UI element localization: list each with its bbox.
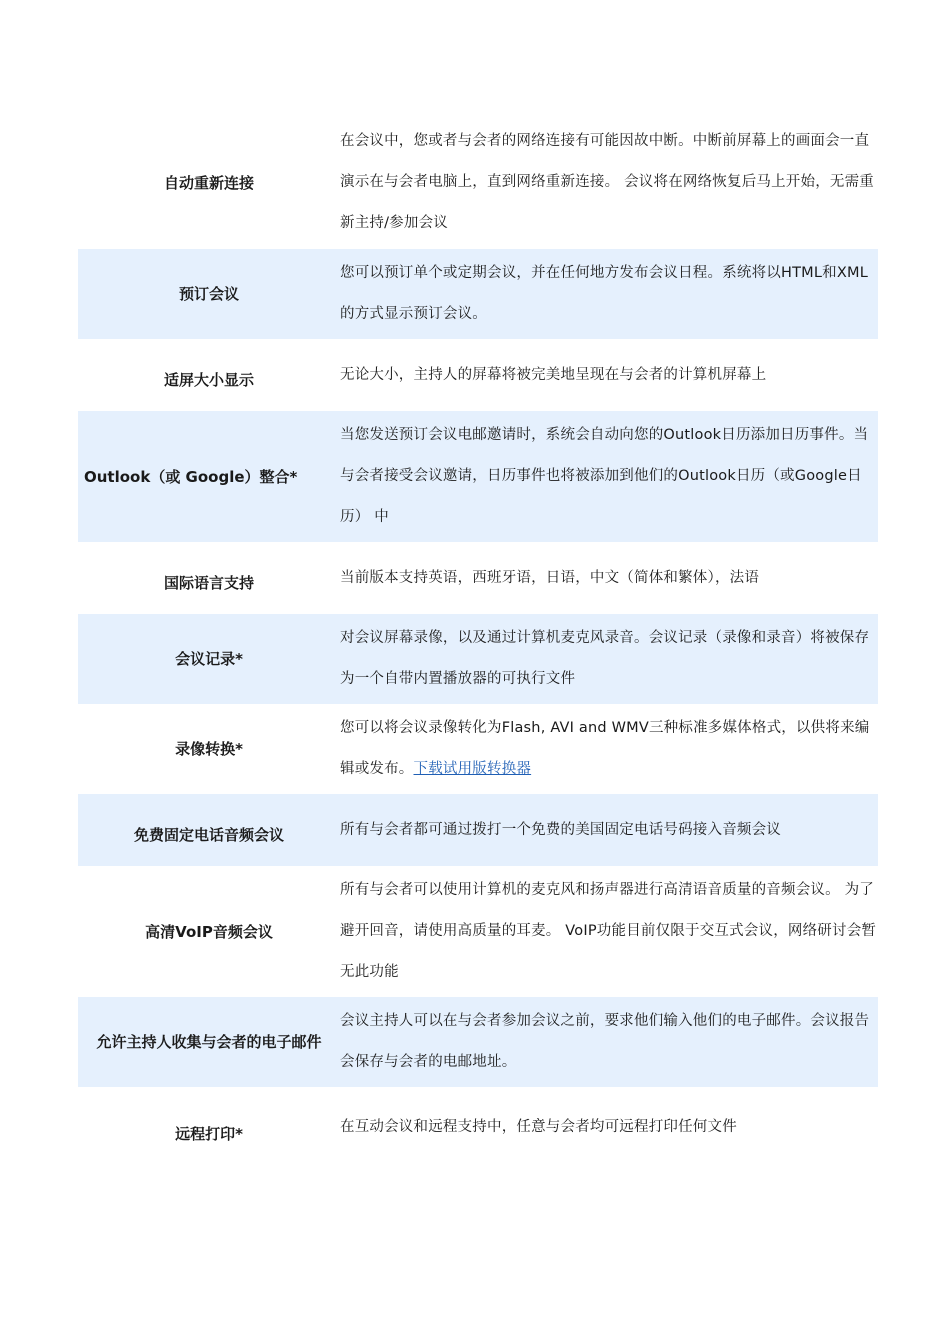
feature-name: 允许主持人收集与会者的电子邮件 [78, 997, 340, 1087]
feature-row [78, 542, 878, 614]
feature-row [78, 614, 878, 704]
feature-name: 远程打印* [175, 1125, 243, 1143]
feature-name: 预订会议 [78, 249, 340, 339]
feature-row [78, 704, 878, 794]
feature-name: 高清VoIP音频会议 [145, 922, 273, 941]
feature-row [78, 997, 878, 1087]
feature-description-text: 您可以将会议录像转化为Flash, AVI and WMV三种标准多媒体格式，以供将来编辑或发布。 [340, 720, 870, 777]
feature-description: 在会议中，您或者与会者的网络连接有可能因故中断。中断前屏幕上的画面会一直演示在与会者电脑上，直到网络重新连接。 会议将在网络恢复后马上开始，无需重新主持/参加会议 [340, 133, 875, 231]
feature-description [340, 704, 878, 794]
feature-row [78, 116, 878, 249]
feature-description: 当您发送预订会议电邮邀请时，系统会自动向您的Outlook日历添加日历事件。当与会者接受会议邀请，日历事件也将被添加到他们的Outlook日历（或Google日历） 中 [340, 411, 878, 542]
feature-name: 适屏大小显示 [163, 371, 254, 389]
download-converter-link[interactable]: 下载试用版转换器 [413, 761, 532, 777]
feature-description: 所有与会者都可通过拨打一个免费的美国固定电话号码接入音频会议 [340, 794, 878, 866]
feature-row [78, 866, 878, 997]
feature-row [78, 339, 878, 411]
feature-name: 自动重新连接 [163, 173, 254, 192]
feature-row [78, 794, 878, 866]
feature-name: 免费固定电话音频会议 [78, 794, 340, 866]
feature-row [78, 1087, 878, 1167]
feature-table [78, 116, 878, 1167]
feature-description: 在互动会议和远程支持中，任意与会者均可远程打印任何文件 [340, 1118, 737, 1135]
feature-description: 所有与会者可以使用计算机的麦克风和扬声器进行高清语音质量的音频会议。 为了避开回音，请使用高质量的耳麦。 VoIP功能目前仅限于交互式会议，网络研讨会暂无此功能 [340, 882, 877, 980]
feature-name: 会议记录* [78, 614, 340, 704]
feature-row [78, 249, 878, 339]
feature-description: 会议主持人可以在与会者参加会议之前，要求他们输入他们的电子邮件。会议报告会保存与会者的电邮地址。 [340, 997, 878, 1087]
feature-name: Outlook（或 Google）整合* [78, 411, 340, 542]
feature-name: 国际语言支持 [163, 574, 254, 592]
feature-description: 无论大小，主持人的屏幕将被完美地呈现在与会者的计算机屏幕上 [340, 366, 767, 383]
feature-name: 录像转换* [175, 740, 243, 758]
feature-description: 您可以预订单个或定期会议，并在任何地方发布会议日程。系统将以HTML和XML的方式显示预订会议。 [340, 249, 878, 339]
feature-row [78, 411, 878, 542]
feature-description: 当前版本支持英语，西班牙语，日语，中文（简体和繁体），法语 [340, 569, 760, 586]
feature-description: 对会议屏幕录像，以及通过计算机麦克风录音。会议记录（录像和录音）将被保存为一个自带内置播放器的可执行文件 [340, 614, 878, 704]
